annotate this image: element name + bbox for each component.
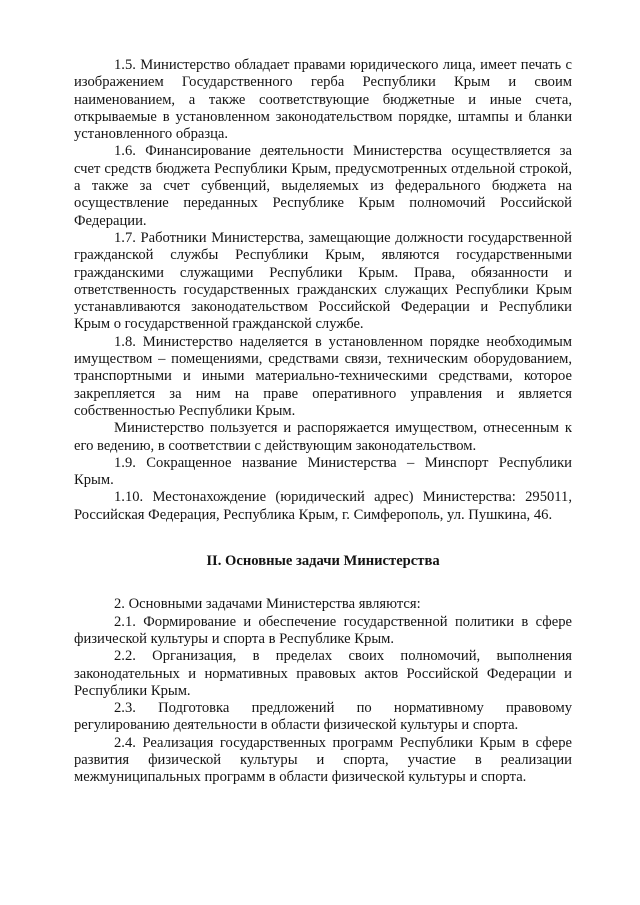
paragraph-2-2: 2.2. Организация, в пределах своих полномочий, выполнения законодательных и нормативных правовых актов Российской Федерации и Республики Крым. (74, 648, 572, 699)
paragraph-1-6: 1.6. Финансирование деятельности Министерства осуществляется за счет средств бюджета Республики Крым, предусмотренных отдельной строкой, а также за счет субвенций, выделяемых из федерального бюджета на осуществление переданных Республике Крым полномочий Российской Федерации. (74, 143, 572, 229)
paragraph-1-8-property: Министерство пользуется и распоряжается имуществом, отнесенным к его ведению, в соответствии с действующим законодательством. (74, 420, 572, 454)
paragraph-2-3: 2.3. Подготовка предложений по нормативному правовому регулированию деятельности в области физической культуры и спорта. (74, 700, 572, 734)
paragraph-2: 2. Основными задачами Министерства являются: (114, 596, 421, 613)
paragraph-2-1: 2.1. Формирование и обеспечение государственной политики в сфере физической культуры и спорта в Республике Крым. (74, 613, 572, 647)
paragraph-1-5: 1.5. Министерство обладает правами юридического лица, имеет печать с изображением Государственного герба Республики Крым и своим наименованием, а также соответствующие бюджетные и иные счета, открываемые в установленном законодательством порядке, штампы и бланки установленного образца. (74, 57, 572, 143)
paragraph-2-4: 2.4. Реализация государственных программ Республики Крым в сфере развития физической культуры и спорта, участие в реализации межмуниципальных программ в области физической культуры и спорта. (74, 734, 572, 786)
paragraph-1-10: 1.10. Местонахождение (юридический адрес) Министерства: 295011, Российская Федерация, Республика Крым, г. Симферополь, ул. Пушкина, 46. (74, 489, 572, 523)
document-body (74, 57, 572, 787)
paragraph-1-7: 1.7. Работники Министерства, замещающие должности государственной гражданской службы Республики Крым, являются государственными гражданскими служащими Республики Крым. Права, обязанности и ответственность государственных гражданских служащих Республики Крым устанавливаются законодательством Российской Федерации и Республики Крым о государственной гражданской службе. (74, 229, 572, 333)
paragraph-1-8: 1.8. Министерство наделяется в установленном порядке необходимым имуществом – помещениями, средствами связи, техническим оборудованием, транспортными и иными материально-техническими средствами, которое закрепляется за ним на праве оперативного управления и является собственностью Республики Крым. (74, 333, 572, 419)
section-heading: II. Основные задачи Министерства (206, 553, 440, 570)
paragraph-1-9: 1.9. Сокращенное название Министерства – Минспорт Республики Крым. (74, 454, 572, 489)
